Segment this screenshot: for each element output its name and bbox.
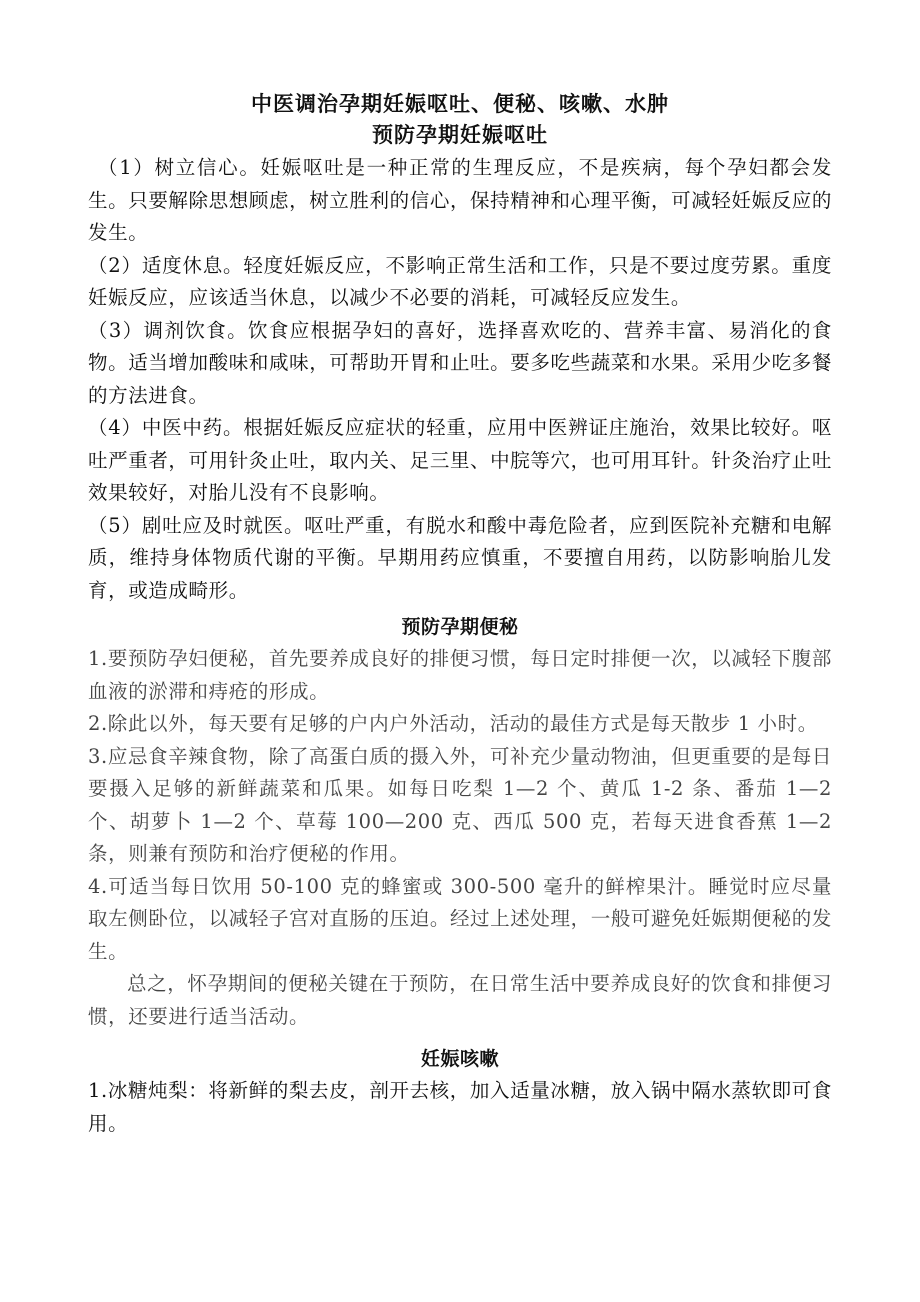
constipation-summary: 总之，怀孕期间的便秘关键在于预防，在日常生活中要养成良好的饮食和排便习惯，还要进行适当活动。 <box>88 972 832 1028</box>
section-heading-vomiting: 预防孕期妊娠呕吐 <box>372 122 548 147</box>
section-heading-constipation: 预防孕期便秘 <box>401 616 519 638</box>
vomiting-paragraph-2: （2）适度休息。轻度妊娠反应，不影响正常生活和工作，只是不要过度劳累。重度妊娠反应，应该适当休息，以减少不必要的消耗，可减轻反应发生。 <box>88 253 832 309</box>
constipation-paragraph-2: 2.除此以外，每天要有足够的户内户外活动，活动的最佳方式是每天散步 1 小时。 <box>88 712 818 735</box>
vomiting-paragraph-1: （1）树立信心。妊娠呕吐是一种正常的生理反应，不是疾病，每个孕妇都会发生。只要解除思想顾虑，树立胜利的信心，保持精神和心理平衡，可减轻妊娠反应的发生。 <box>88 156 832 244</box>
document-page <box>88 88 832 1140</box>
constipation-paragraph-3: 3.应忌食辛辣食物，除了高蛋白质的摄入外，可补充少量动物油，但更重要的是每日要摄入足够的新鲜蔬菜和瓜果。如每日吃梨 1—2 个、黄瓜 1-2 条、番茄 1—2 个、胡萝卜 1—2 个、草莓 100—200 克、西瓜 500 克，若每天进食香蕉 1—2 条，则兼有预防和治疗便秘的作用。 <box>88 744 832 865</box>
constipation-paragraph-4: 4.可适当每日饮用 50-100 克的蜂蜜或 300-500 毫升的鲜榨果汁。睡觉时应尽量取左侧卧位，以减轻子宫对直肠的压迫。经过上述处理，一般可避免妊娠期便秘的发生。 <box>88 874 832 963</box>
constipation-paragraph-1: 1.要预防孕妇便秘，首先要养成良好的排便习惯，每日定时排便一次，以减轻下腹部血液的淤滞和痔疮的形成。 <box>88 647 832 703</box>
vomiting-paragraph-3: （3）调剂饮食。饮食应根据孕妇的喜好，选择喜欢吃的、营养丰富、易消化的食物。适当增加酸味和咸味，可帮助开胃和止吐。要多吃些蔬菜和水果。采用少吃多餐的方法进食。 <box>88 318 832 407</box>
vomiting-paragraph-4: （4）中医中药。根据妊娠反应症状的轻重，应用中医辨证庄施治，效果比较好。呕吐严重者，可用针灸止吐，取内关、足三里、中脘等穴，也可用耳针。针灸治疗止吐效果较好，对胎儿没有不良影响。 <box>88 416 832 504</box>
cough-paragraph-1: 1.冰糖炖梨：将新鲜的梨去皮，剖开去核，加入适量冰糖，放入锅中隔水蒸软即可食用。 <box>88 1079 832 1135</box>
vomiting-paragraph-5: （5）剧吐应及时就医。呕吐严重，有脱水和酸中毒危险者，应到医院补充糖和电解质，维持身体物质代谢的平衡。早期用药应慎重，不要擅自用药，以防影响胎儿发育，或造成畸形。 <box>88 513 832 602</box>
document-title: 中医调治孕期妊娠呕吐、便秘、咳嗽、水肿 <box>251 91 669 116</box>
section-heading-cough: 妊娠咳嗽 <box>420 1048 499 1070</box>
